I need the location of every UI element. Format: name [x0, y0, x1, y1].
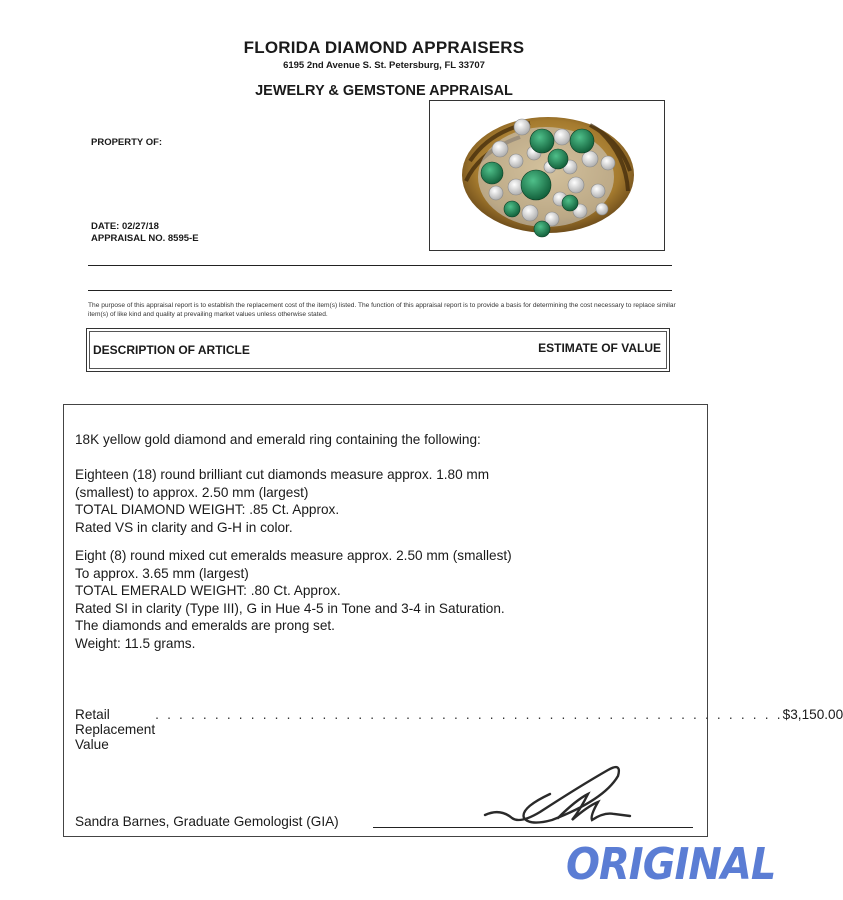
signature-icon — [480, 760, 640, 830]
appraisal-date: DATE: 02/27/18 — [91, 221, 159, 232]
original-stamp: ORIGINAL — [566, 840, 776, 890]
diamond-description — [75, 466, 489, 536]
diamond-line: Rated VS in clarity and G-H in color. — [75, 519, 293, 535]
article-intro: 18K yellow gold diamond and emerald ring containing the following: — [75, 432, 481, 447]
company-name: FLORIDA DIAMOND APPRAISERS — [243, 38, 525, 57]
document-title: JEWELRY & GEMSTONE APPRAISAL — [255, 83, 513, 99]
appraiser-name: Sandra Barnes, Graduate Gemologist (GIA) — [75, 814, 339, 829]
description-header — [86, 328, 670, 372]
emerald-line: The diamonds and emeralds are prong set. — [75, 618, 335, 633]
disclaimer-text: The purpose of this appraisal report is to establish the replacement cost of the item(s) listed. The function of this appraisal report is to provide a basis for determining the cost necessary to replace similar item(s) of like kind and quality at prevailing market values unless otherwise stated. — [88, 302, 676, 318]
divider-line — [88, 265, 672, 266]
ring-photo — [429, 100, 665, 251]
diamond-line: (smallest) to approx. 2.50 mm (largest) — [75, 484, 309, 500]
emerald-line: TOTAL EMERALD WEIGHT: .80 Ct. Approx. — [75, 583, 341, 598]
description-of-article-label: DESCRIPTION OF ARTICLE — [93, 343, 250, 357]
diamond-line: TOTAL DIAMOND WEIGHT: .85 Ct. Approx. — [75, 502, 340, 517]
emerald-line: Eight (8) round mixed cut emeralds measure approx. 2.50 mm (smallest) — [75, 548, 512, 563]
emerald-line: To approx. 3.65 mm (largest) — [75, 565, 249, 581]
company-address: 6195 2nd Avenue S. St. Petersburg, FL 33707 — [283, 60, 485, 71]
retail-replacement-row — [75, 707, 843, 752]
diamond-line: Eighteen (18) round brilliant cut diamonds measure approx. 1.80 mm — [75, 467, 490, 482]
retail-value-label: Retail Replacement Value — [75, 707, 156, 752]
ring-photo-icon — [430, 101, 664, 250]
emerald-line: Rated SI in clarity (Type III), G in Hue 4-5 in Tone and 3-4 in Saturation. — [75, 600, 505, 616]
estimate-of-value-label: ESTIMATE OF VALUE — [538, 341, 661, 355]
leader-dots: . . . . . . . . . . . . . . . . . . . . . . . . . . . . . . . . . . . . . . . . . . . . . . . . . . . . . — [155, 707, 783, 722]
divider-line — [88, 290, 672, 291]
emerald-line: Weight: 11.5 grams. — [75, 635, 196, 651]
appraisal-number: APPRAISAL NO. 8595-E — [91, 233, 199, 244]
retail-value-amount: $3,150.00 — [782, 707, 843, 722]
emerald-description — [75, 547, 512, 652]
property-of-label: PROPERTY OF: — [91, 137, 163, 148]
